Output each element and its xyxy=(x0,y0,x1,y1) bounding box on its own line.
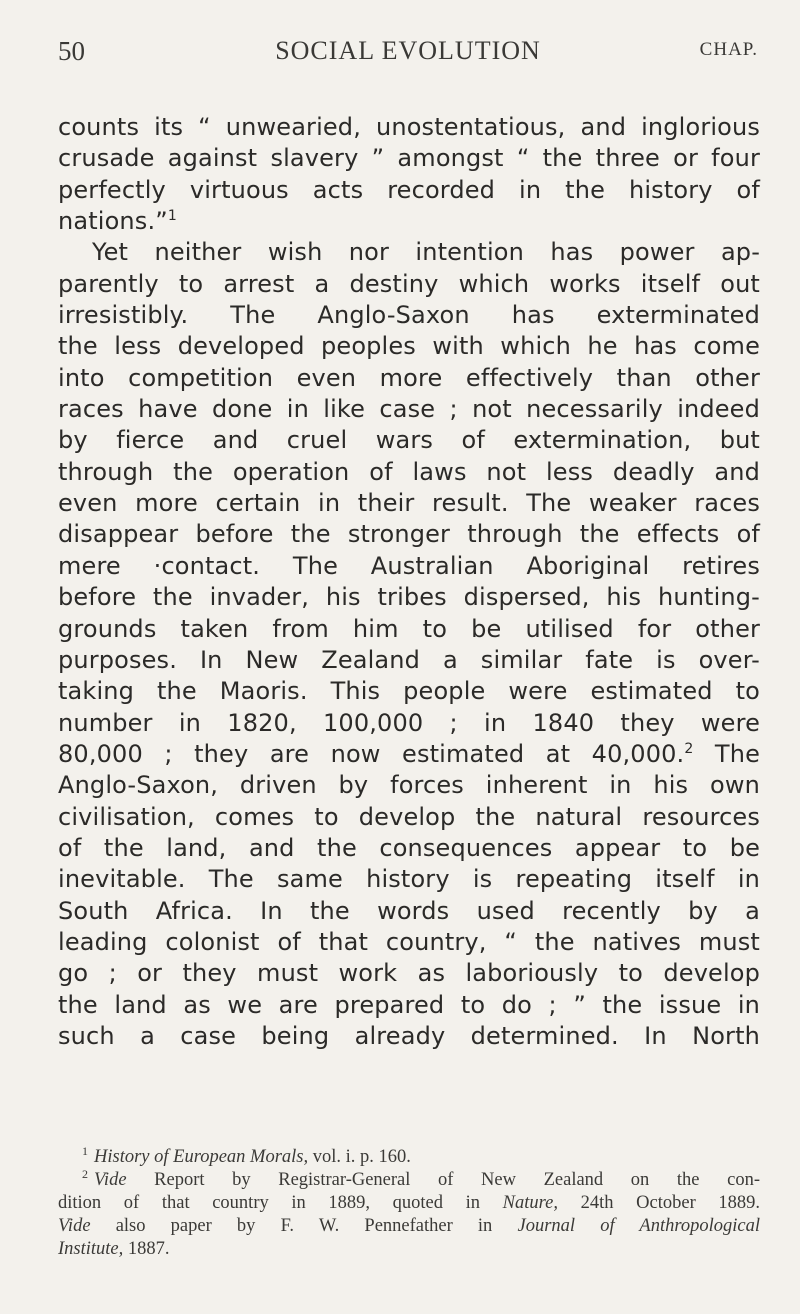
body-line: go ; or they must work as laboriously to develop xyxy=(58,959,760,988)
chapter-label: CHAP. xyxy=(699,39,758,60)
body-line: grounds taken from him to be utilised for other xyxy=(58,614,760,643)
footnote-ref-2: 2 xyxy=(684,740,694,757)
body-line: number in 1820, 100,000 ; in 1840 they were xyxy=(58,708,760,737)
footnote-vide: Vide xyxy=(94,1170,127,1190)
footnote-ref-1: 1 xyxy=(167,208,177,225)
footnote-journal: Nature, xyxy=(502,1193,558,1213)
body-line: such a case being already determined. In North xyxy=(58,1021,760,1050)
footnote-2 xyxy=(58,1166,761,1192)
footnote-text: 24th October 1889. xyxy=(580,1193,761,1213)
body-line-text: nations.” xyxy=(58,207,168,236)
body-line: purposes. In New Zealand a similar fate is over- xyxy=(58,645,760,674)
body-line: parently to arrest a destiny which works itself out xyxy=(58,269,760,298)
footnote-text: also paper by F. W. Pennefather in xyxy=(115,1216,493,1236)
body-line: into competition even more effectively than other xyxy=(58,363,760,392)
footnote-title: History of European Morals, xyxy=(94,1147,309,1167)
body-line: by fierce and cruel wars of extermination, but xyxy=(58,426,760,455)
body-line xyxy=(58,206,760,237)
footnote-text: 1887. xyxy=(127,1239,170,1259)
body-line: Anglo-Saxon, driven by forces inherent in his own xyxy=(58,771,760,800)
body-line-text: The xyxy=(714,739,761,768)
body-line: the land as we are prepared to do ; ” the issue in xyxy=(58,990,760,1019)
body-line: races have done in like case ; not necessarily indeed xyxy=(58,395,760,424)
footnote-1 xyxy=(58,1143,760,1169)
footnote-text: vol. i. p. 160. xyxy=(312,1147,411,1167)
page-header xyxy=(58,36,758,76)
body-line: before the invader, his tribes dispersed, his hunting- xyxy=(58,583,760,612)
body-line: the less developed peoples with which he has come xyxy=(58,332,760,361)
body-line: counts its “ unwearied, unostentatious, and inglorious xyxy=(58,113,760,141)
body-line: taking the Maoris. This people were estimated to xyxy=(58,677,760,706)
body-line: inevitable. The same history is repeating itself in xyxy=(58,865,760,894)
footnote-2-line xyxy=(58,1192,760,1215)
body-line: mere ·contact. The Australian Aboriginal retires xyxy=(58,551,760,580)
footnote-vide: Vide xyxy=(58,1216,91,1236)
body-line: Yet neither wish nor intention has power ap- xyxy=(92,238,760,267)
body-line: crusade against slavery ” amongst “ the three or four xyxy=(58,144,760,173)
body-line: of the land, and the consequences appear to be xyxy=(58,833,760,862)
body-line: even more certain in their result. The weaker races xyxy=(58,489,760,518)
body-line: perfectly virtuous acts recorded in the history of xyxy=(58,175,760,204)
body-line: irresistibly. The Anglo-Saxon has exterminated xyxy=(58,301,760,330)
running-title: SOCIAL EVOLUTION xyxy=(275,36,541,65)
body-line: through the operation of laws not less deadly and xyxy=(58,457,760,486)
footnote-2-line xyxy=(58,1215,760,1238)
body-line xyxy=(58,739,760,770)
footnote-text: dition of that country in 1889, quoted in xyxy=(58,1193,481,1213)
footnote-journal: Institute, xyxy=(58,1239,124,1259)
body-text xyxy=(58,112,760,1052)
footnote-number: 1 xyxy=(82,1143,88,1158)
footnotes xyxy=(58,1143,761,1261)
body-line-text: 80,000 ; they are now estimated at 40,000. xyxy=(58,739,685,768)
body-line: leading colonist of that country, “ the natives must xyxy=(58,927,760,956)
footnote-journal: Journal of Anthropological xyxy=(517,1216,761,1236)
body-line: South Africa. In the words used recently by a xyxy=(58,896,760,925)
body-line: disappear before the stronger through the effects of xyxy=(58,520,760,549)
body-line: civilisation, comes to develop the natural resources xyxy=(58,802,760,831)
footnote-2-line xyxy=(58,1238,760,1261)
footnote-text: Report by Registrar-General of New Zealand on the con- xyxy=(154,1170,761,1190)
footnote-number: 2 xyxy=(82,1166,88,1181)
page-number: 50 xyxy=(58,36,85,66)
